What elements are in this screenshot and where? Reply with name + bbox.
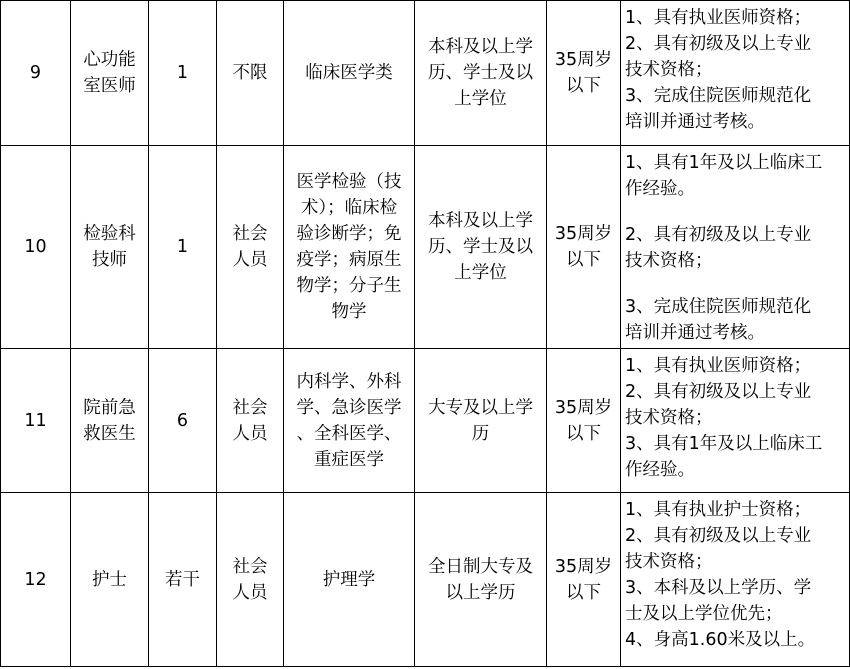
- cell-line: 历、学士及以: [428, 63, 533, 83]
- target-cell: [217, 146, 284, 349]
- cell-text: 12: [24, 569, 47, 590]
- cell-text: 1: [176, 237, 189, 257]
- requirement-item: [625, 575, 845, 627]
- cell-line: 检验科: [83, 224, 136, 244]
- requirement-line: 3、本科及以上学历、学: [625, 578, 812, 598]
- requirement-line: 士及以上学位优先；: [625, 604, 783, 624]
- major-cell: [284, 349, 415, 493]
- requirement-line: 3、完成住院医师规范化: [625, 86, 812, 106]
- requirement-item: [625, 31, 845, 83]
- requirement-item: [625, 83, 845, 135]
- cell-line: 本科及以上学: [428, 37, 533, 57]
- cell-line: 35周岁: [554, 50, 613, 70]
- row-number-cell: [1, 349, 71, 493]
- cell-line: 、全科医学、: [296, 423, 402, 444]
- requirement-item: [625, 523, 845, 575]
- cell-line: 临床医学类: [305, 63, 393, 83]
- position-cell: [71, 493, 149, 667]
- cell-line: 以下: [566, 582, 601, 603]
- cell-line: 人员: [232, 582, 268, 603]
- headcount-cell: [149, 349, 217, 493]
- cell-line: 验诊断学；免: [296, 224, 402, 244]
- cell-text: 若干: [165, 569, 200, 590]
- age-cell: [547, 1, 621, 146]
- requirement-item: [625, 150, 845, 202]
- table-body: [1, 1, 850, 667]
- target-cell: [217, 349, 284, 493]
- table-row: [1, 1, 850, 146]
- requirement-item: [625, 379, 845, 431]
- cell-line: 大专及以上学: [428, 397, 533, 418]
- age-cell: [547, 146, 621, 349]
- cell-line: 救医生: [83, 423, 136, 444]
- requirement-item: [625, 627, 845, 653]
- cell-line: 上学位: [454, 89, 507, 109]
- requirements-cell: [621, 349, 850, 493]
- major-cell: [284, 1, 415, 146]
- cell-line: 以上学历: [445, 582, 516, 603]
- requirement-line: 3、完成住院医师规范化: [625, 297, 812, 317]
- target-cell: [217, 493, 284, 667]
- row-number-cell: [1, 493, 71, 667]
- requirement-line: 2、具有初级及以上专业: [625, 225, 812, 245]
- requirement-item: [625, 431, 845, 483]
- position-cell: [71, 146, 149, 349]
- requirement-line: 1、具有执业医师资格；: [625, 356, 812, 376]
- requirement-line: 作经验。: [625, 179, 695, 199]
- cell-line: 社会: [232, 556, 268, 577]
- cell-line: 上学位: [454, 263, 507, 283]
- cell-line: 术）；临床检: [300, 198, 398, 218]
- target-cell: [217, 1, 284, 146]
- cell-line: 技师: [92, 250, 127, 270]
- cell-line: 重症医学: [314, 449, 384, 470]
- requirement-line: 4、身高1.60米及以上。: [625, 630, 816, 650]
- cell-line: 35周岁: [554, 397, 613, 418]
- cell-text: 11: [24, 410, 47, 431]
- headcount-cell: [149, 146, 217, 349]
- cell-line: 室医师: [83, 76, 136, 96]
- requirement-item: [625, 353, 845, 379]
- cell-line: 历: [471, 423, 490, 444]
- cell-line: 社会: [232, 397, 268, 418]
- cell-line: 医学检验（技: [296, 172, 402, 192]
- requirement-item: [625, 222, 845, 274]
- cell-line: 疫学；病原生: [296, 250, 402, 270]
- requirement-line: 培训并通过考核。: [625, 323, 765, 343]
- age-cell: [547, 493, 621, 667]
- requirement-line: 1、具有1年及以上临床工: [625, 153, 823, 173]
- requirement-line: 2、具有初级及以上专业: [625, 34, 812, 54]
- requirement-line: 2、具有初级及以上专业: [625, 526, 812, 546]
- major-cell: [284, 146, 415, 349]
- cell-line: 全日制大专及: [428, 556, 533, 577]
- table-row: [1, 349, 850, 493]
- requirement-line: 3、具有1年及以上临床工: [625, 434, 823, 454]
- position-cell: [71, 349, 149, 493]
- cell-text: 9: [29, 63, 42, 83]
- major-cell: [284, 493, 415, 667]
- requirement-line: 技术资格；: [625, 552, 713, 572]
- education-cell: [415, 349, 547, 493]
- cell-line: 人员: [232, 250, 268, 270]
- requirement-item: [625, 294, 845, 346]
- cell-line: 内科学、外科: [296, 371, 402, 392]
- requirement-line: 技术资格；: [625, 408, 713, 428]
- cell-line: 历、学士及以: [428, 237, 533, 257]
- cell-line: 物学: [331, 302, 367, 322]
- requirement-item: [625, 5, 845, 31]
- requirement-line: 1、具有执业护士资格；: [625, 500, 812, 520]
- education-cell: [415, 1, 547, 146]
- requirement-item: [625, 497, 845, 523]
- requirement-line: 1、具有执业医师资格；: [625, 8, 812, 28]
- cell-line: 以下: [566, 250, 601, 270]
- cell-line: 以下: [566, 76, 601, 96]
- cell-line: 院前急: [83, 397, 136, 418]
- headcount-cell: [149, 493, 217, 667]
- requirements-cell: [621, 1, 850, 146]
- requirements-cell: [621, 493, 850, 667]
- cell-line: 心功能: [83, 50, 136, 70]
- requirement-line: 2、具有初级及以上专业: [625, 382, 812, 402]
- cell-line: 学、急诊医学: [296, 397, 402, 418]
- cell-line: 护理学: [322, 569, 376, 590]
- education-cell: [415, 493, 547, 667]
- position-cell: [71, 1, 149, 146]
- cell-line: 社会: [232, 224, 268, 244]
- cell-line: 本科及以上学: [428, 211, 533, 231]
- cell-text: 6: [176, 410, 189, 431]
- cell-line: 以下: [566, 423, 601, 444]
- age-cell: [547, 349, 621, 493]
- cell-text: 10: [24, 237, 47, 257]
- cell-line: 护士: [92, 569, 127, 590]
- table-row: [1, 146, 850, 349]
- cell-line: 不限: [232, 63, 268, 83]
- requirement-line: 技术资格；: [625, 60, 713, 80]
- requirement-line: 培训并通过考核。: [625, 112, 765, 132]
- headcount-cell: [149, 1, 217, 146]
- requirement-line: 技术资格；: [625, 251, 713, 271]
- cell-line: 35周岁: [554, 224, 613, 244]
- table-row: [1, 493, 850, 667]
- row-number-cell: [1, 1, 71, 146]
- cell-line: 35周岁: [554, 556, 613, 577]
- cell-line: 物学；分子生: [296, 276, 402, 296]
- requirement-line: 作经验。: [625, 460, 695, 480]
- row-number-cell: [1, 146, 71, 349]
- cell-line: 人员: [232, 423, 268, 444]
- requirements-cell: [621, 146, 850, 349]
- education-cell: [415, 146, 547, 349]
- cell-text: 1: [176, 63, 189, 83]
